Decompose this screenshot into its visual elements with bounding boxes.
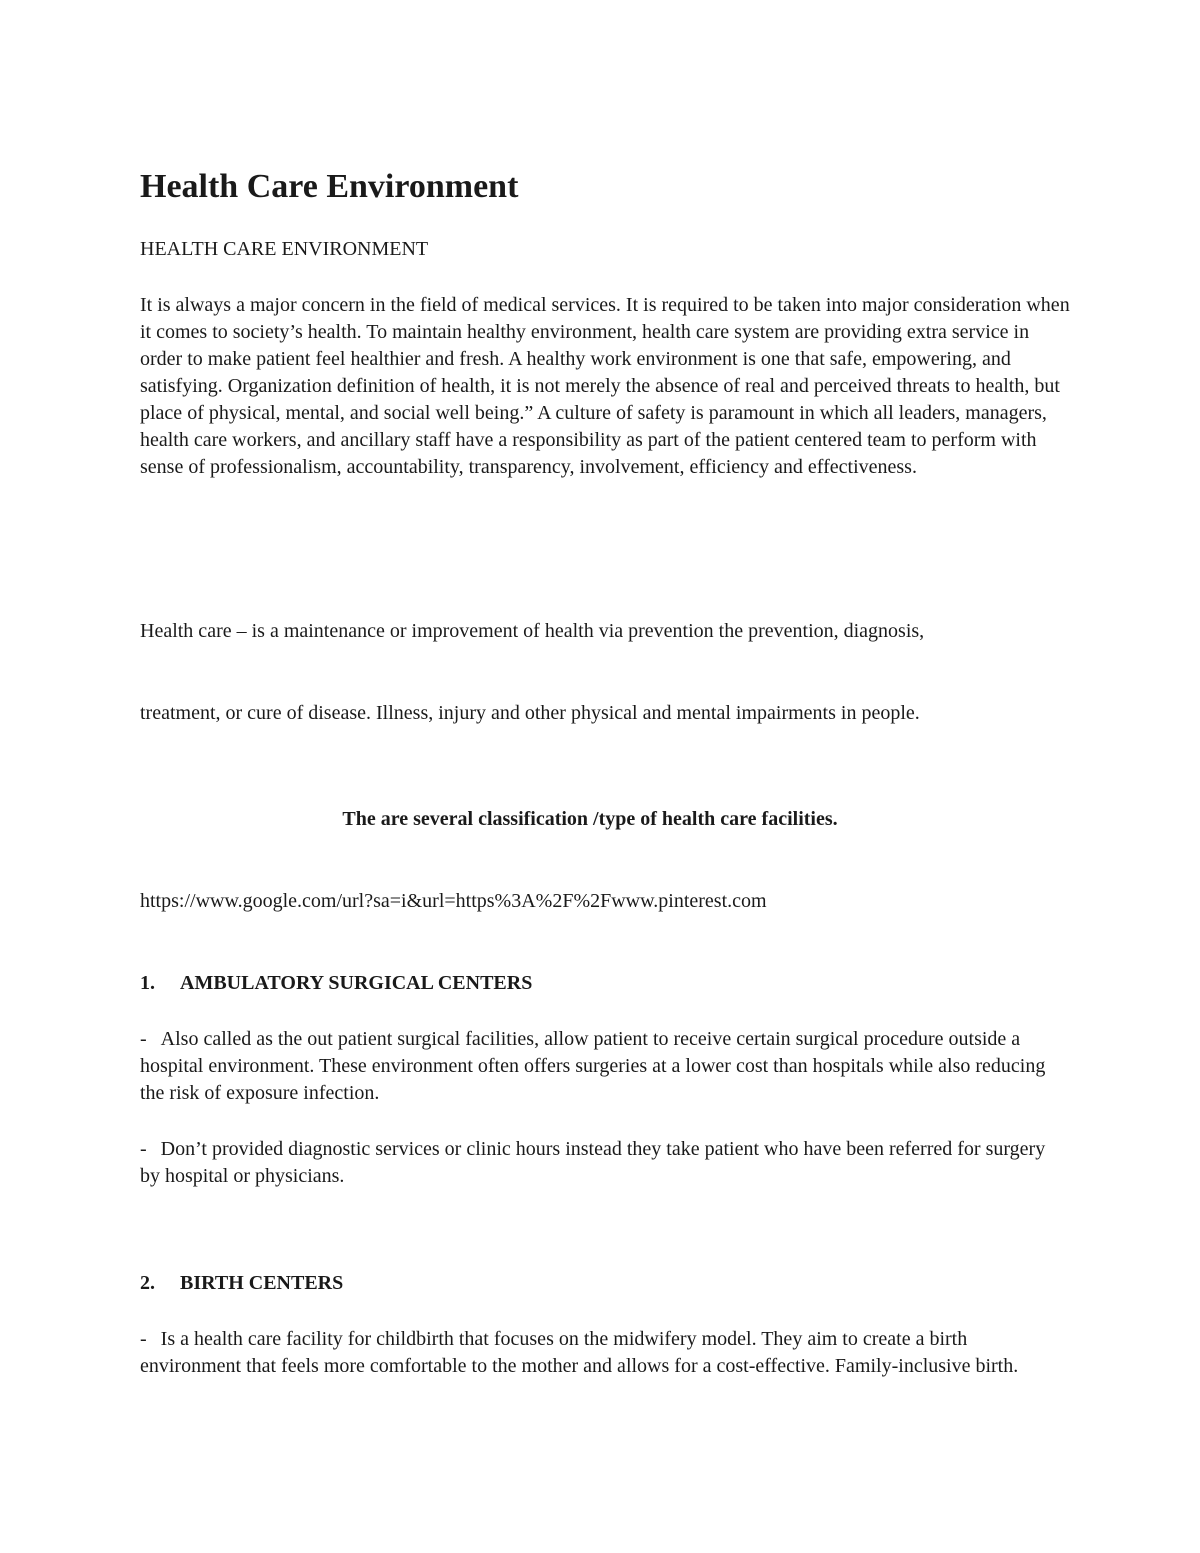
definition-continuation: treatment, or cure of disease. Illness, injury and other physical and mental impairments in people. <box>140 702 920 724</box>
section-title: AMBULATORY SURGICAL CENTERS <box>180 972 533 994</box>
bullet-marker: - <box>140 1028 147 1050</box>
bullet-text: Also called as the out patient surgical facilities, allow patient to receive certain surgical procedure outside a hospital environment. These environment often offers surgeries at a lower cost than hospitals while also reducing the risk of exposure infection. <box>140 1028 1046 1104</box>
section-heading-ambulatory <box>140 972 532 995</box>
intro-paragraph: It is always a major concern in the field of medical services. It is required to be taken into major consideration when it comes to society’s health. To maintain healthy environment, health care system are providing extra service in order to make patient feel healthier and fresh. A healthy work environment is one that safe, empowering, and satisfying. Organization definition of health, it is not merely the absence of real and perceived threats to health, but place of physical, mental, and social well being.” A culture of safety is paramount in which all leaders, managers, health care workers, and ancillary staff have a responsibility as part of the patient centered team to perform with sense of professionalism, accountability, transparency, involvement, efficiency and effectiveness. <box>140 294 1070 478</box>
bullet-text: Don’t provided diagnostic services or clinic hours instead they take patient who have been referred for surgery by hospital or physicians. <box>140 1138 1046 1187</box>
bullet-text: Is a health care facility for childbirth that focuses on the midwifery model. They aim to create a birth environment that feels more comfortable to the mother and allows for a cost-effective. Family-inclusive birth. <box>140 1328 1019 1377</box>
definition-paragraph: Health care – is a maintenance or improvement of health via prevention the prevention, diagnosis, <box>140 620 925 642</box>
section-title: BIRTH CENTERS <box>180 1272 344 1294</box>
section-number: 2. <box>140 1272 155 1294</box>
reference-url[interactable]: https://www.google.com/url?sa=i&url=https%3A%2F%2Fwww.pinterest.com <box>140 890 767 912</box>
bullet-item <box>140 1026 1070 1107</box>
section-heading-birth-centers <box>140 1272 343 1295</box>
bullet-marker: - <box>140 1328 147 1350</box>
bullet-item <box>140 1326 1070 1380</box>
section-number: 1. <box>140 972 155 994</box>
bullet-item <box>140 1136 1070 1190</box>
document-title: Health Care Environment <box>140 168 519 205</box>
document-subtitle: HEALTH CARE ENVIRONMENT <box>140 238 429 260</box>
bullet-marker: - <box>140 1138 147 1160</box>
classification-heading: The are several classification /type of health care facilities. <box>342 808 838 830</box>
